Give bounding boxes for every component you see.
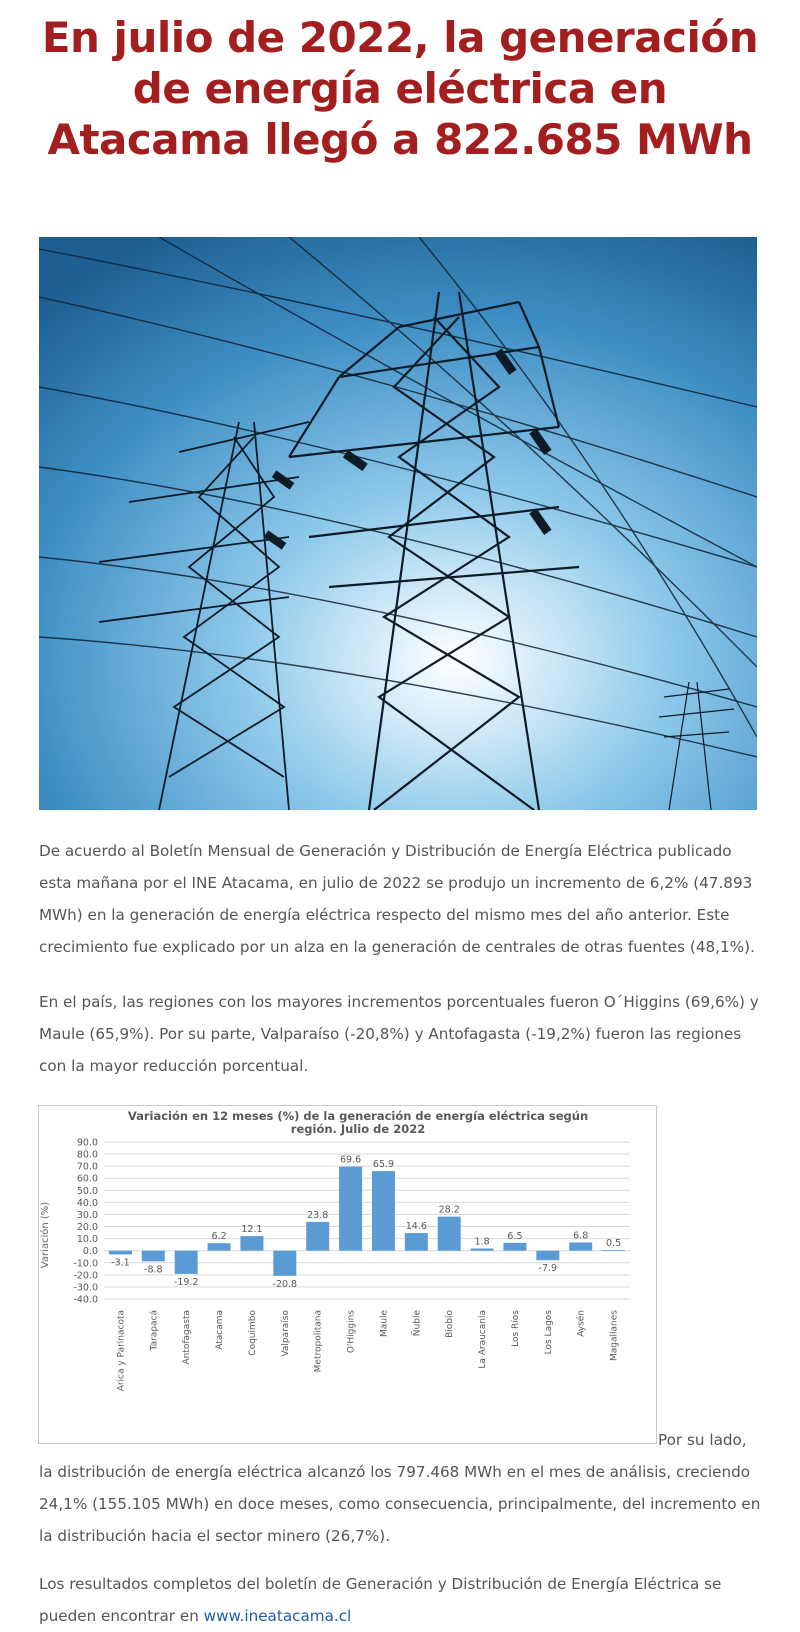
regional-variation-bar-chart [38, 1105, 657, 1444]
bar-value-label: -3.1 [111, 1257, 130, 1269]
bar-magallanes [602, 1250, 625, 1251]
bar-value-label: 6.8 [573, 1230, 589, 1242]
y-tick-label: -40.0 [73, 1294, 98, 1306]
y-tick-label: 50.0 [76, 1185, 98, 1197]
paragraph-distribution: la distribución de energía eléctrica alcanzó los 797.468 MWh en el mes de análisis, creciendo 24,1% (155.105 MWh) en doce meses, como consecuencia, principalmente, del incremento en la distribución hacia el sector minero (26,7%). [39, 1463, 761, 1545]
power-lines-photo [39, 237, 757, 810]
bar-value-label: 14.6 [405, 1221, 427, 1233]
bar-los-r-os [503, 1243, 526, 1251]
y-tick-label: 0.0 [82, 1246, 98, 1258]
bar-value-label: 6.2 [211, 1231, 227, 1243]
ine-atacama-link[interactable]: www.ineatacama.cl [203, 1607, 352, 1625]
x-category-label: Valparaíso [280, 1310, 291, 1357]
bar-value-label: 0.5 [606, 1238, 622, 1250]
paragraph-distribution-start: Por su lado, [658, 1431, 747, 1449]
x-category-label: Los Lagos [543, 1310, 554, 1355]
chart-title-line2: región. Julio de 2022 [290, 1122, 426, 1136]
bar-value-label: 69.6 [339, 1154, 362, 1166]
bar-valpara-so [273, 1251, 296, 1276]
bar-value-label: 12.1 [241, 1224, 263, 1236]
bar-atacama [208, 1243, 231, 1250]
y-tick-label: 90.0 [76, 1137, 98, 1149]
paragraph-regions: En el país, las regiones con los mayores incrementos porcentuales fueron O´Higgins (69,6%) y Maule (65,9%). Por su parte, Valparaíso (-20,8%) y Antofagasta (-19,2%) fueron las regiones con la mayor reducción porcentual. [39, 993, 759, 1075]
bar--uble [405, 1233, 428, 1251]
bar-value-label: 1.8 [474, 1236, 490, 1248]
x-category-label: Ñuble [412, 1310, 423, 1337]
y-tick-label: 80.0 [76, 1149, 98, 1161]
bar-value-label: 6.5 [507, 1230, 523, 1242]
x-category-label: Atacama [215, 1310, 226, 1350]
bar-metropolitana [306, 1222, 329, 1251]
x-category-label: Antofagasta [182, 1310, 193, 1365]
bar-tarapac- [142, 1251, 165, 1262]
bar-value-label: 28.2 [438, 1204, 460, 1216]
y-tick-label: -20.0 [73, 1270, 98, 1282]
bar-value-label: 23.8 [307, 1209, 329, 1221]
x-category-label: Maule [379, 1310, 390, 1338]
x-category-label: Coquimbo [247, 1310, 258, 1356]
paragraph-intro: De acuerdo al Boletín Mensual de Generación y Distribución de Energía Eléctrica publicado esta mañana por el INE Atacama, en julio de 2022 se produjo un incremento de 6,2% (47.893 MWh) en la generación de energía eléctrica respecto del mismo mes del año anterior. Este crecimiento fue explicado por un alza en la generación de centrales de otras fuentes (48,1%). [39, 842, 755, 956]
bar-value-label: -8.8 [144, 1264, 163, 1276]
bar-o-higgins [339, 1167, 362, 1251]
x-category-label: Biobío [445, 1310, 456, 1338]
x-category-label: Arica y Parinacota [116, 1310, 127, 1392]
bar-biob-o [438, 1217, 461, 1251]
y-tick-label: 30.0 [76, 1209, 98, 1221]
chart-title-line1: Variación en 12 meses (%) de la generación de energía eléctrica según [127, 1109, 589, 1123]
bar-antofagasta [175, 1251, 198, 1274]
y-tick-label: 40.0 [76, 1197, 98, 1209]
bar-ays-n [569, 1242, 592, 1250]
bar-maule [372, 1171, 395, 1251]
bar-value-label: -20.8 [272, 1278, 298, 1290]
x-category-label: La Araucanía [478, 1310, 489, 1369]
x-category-label: Tarapacá [149, 1310, 160, 1351]
y-tick-label: 20.0 [76, 1222, 98, 1234]
bar-arica-y-parinacota [109, 1251, 132, 1255]
y-tick-label: 10.0 [76, 1234, 98, 1246]
x-category-label: Los Ríos [510, 1310, 521, 1347]
y-tick-label: 70.0 [76, 1161, 98, 1173]
bar-coquimbo [240, 1236, 263, 1251]
chart-y-axis-label: Variación (%) [40, 1201, 51, 1269]
y-tick-label: 60.0 [76, 1173, 98, 1185]
bar-value-label: -19.2 [173, 1276, 199, 1288]
article-title: En julio de 2022, la generación de energía eléctrica en Atacama llegó a 822.685 MWh [41, 13, 759, 164]
paragraph-results [39, 1568, 761, 1632]
x-category-label: Metropolitana [313, 1310, 324, 1373]
paragraph-results-text: Los resultados completos del boletín de Generación y Distribución de Energía Eléctrica se pueden encontrar en [39, 1575, 722, 1625]
x-category-label: O'Higgins [346, 1310, 357, 1354]
bar-la-araucan-a [471, 1249, 494, 1251]
bar-value-label: -7.9 [538, 1263, 558, 1275]
y-tick-label: -10.0 [73, 1258, 98, 1270]
y-tick-label: -30.0 [73, 1282, 98, 1294]
bar-los-lagos [536, 1251, 559, 1261]
bar-value-label: 65.9 [372, 1159, 395, 1171]
x-category-label: Aysén [576, 1310, 587, 1337]
x-category-label: Magallanes [609, 1310, 620, 1361]
